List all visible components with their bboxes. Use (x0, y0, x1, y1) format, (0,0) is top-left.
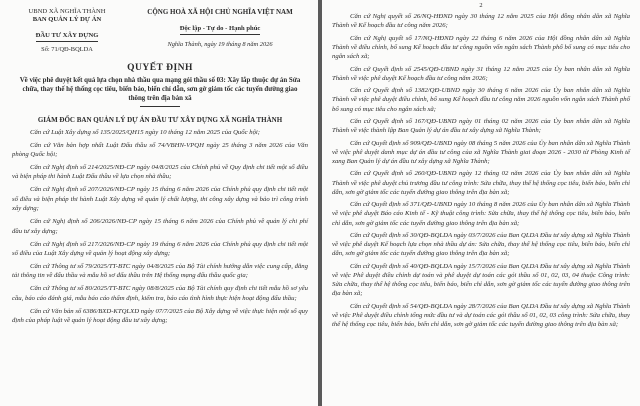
legal-basis-paragraph: Căn cứ Văn bản số 6386/BXD-KTQLXD ngày 07/7/2025 của Bộ Xây dựng về việc thực hiện một số quy định của pháp luật về quản lý hoạt động đầu tư xây dựng; (12, 307, 308, 325)
legal-basis-paragraph: Căn cứ Quyết định số 40/QĐ-BQLDA ngày 15/7/2026 của Ban QLDA Đầu tư xây dựng xã Nghĩa Thành về việc Phê duyệt điều chỉnh dự toán và phê duyệt dự toán các gói thầu số 01, 02, 03, 04 thuộc Công trình: Sửa chữa, thay thế hệ thống cọc tiêu, biển báo, biển chỉ dẫn, sơn gờ giảm tốc các tuyến đường giao thông trên địa bàn xã; (332, 262, 630, 298)
legal-basis-paragraph: Căn cứ Quyết định số 30/QĐ-BQLDA ngày 03/7/2026 của Ban QLDA Đầu tư xây dựng xã Nghĩa Thành về việc phê duyệt Kế hoạch lựa chọn nhà thầu dự án: Sửa chữa, thay thế hệ thống cọc tiêu, biển báo, biển chỉ dẫn, sơn gờ giảm tốc các tuyến đường giao thông trên địa bàn xã; (332, 231, 630, 258)
legal-basis-paragraph: Căn cứ Nghị định số 206/2026/NĐ-CP ngày 15 tháng 6 năm 2026 của Chính phủ về quản lý chi phí đầu tư xây dựng; (12, 218, 308, 235)
national-header (132, 8, 308, 53)
legal-basis-paragraph: Căn cứ Nghị định số 214/2025/NĐ-CP ngày 04/8/2025 của Chính phủ về Quy định chi tiết một số điều và biện pháp thi hành Luật Đấu thầu về lựa chọn nhà thầu; (12, 164, 308, 181)
page-2 (322, 0, 640, 406)
legal-basis-paragraph: Căn cứ Quyết định số 371/QĐ-UBND ngày 10 tháng 8 năm 2026 của Ủy ban nhân dân xã Nghĩa Thành về việc phê duyệt Báo cáo Kinh tế - Kỹ thuật công trình: Sửa chữa, thay thế hệ thống cọc tiêu, biển báo, biển chỉ dẫn, sơn gờ giảm tốc các tuyến đường giao thông trên địa bàn xã; (332, 201, 630, 227)
legal-basis-paragraph: Căn cứ Quyết định số 167/QĐ-UBND ngày 01 tháng 02 năm 2026 của Ủy ban nhân dân xã Nghĩa Thành về việc thành lập Ban Quản lý dự án đầu tư xây dựng xã Nghĩa Thành; (332, 117, 630, 135)
document-subtitle: Về việc phê duyệt kết quả lựa chọn nhà thầu qua mạng gói thầu số 03: Xây lắp thuộc dự án Sửa chữa, thay thế hệ thống cọc tiêu, biển báo, biển chỉ dẫn, sơn gờ giảm tốc các tuyến đường giao thông trên địa bàn xã (19, 77, 301, 102)
legal-basis-paragraph: Căn cứ Nghị định số 207/2026/NĐ-CP ngày 15 tháng 6 năm 2026 của Chính phủ quy định chi tiết một số điều và biện pháp thi hành Luật Xây dựng về quản lý chất lượng, thi công xây dựng và bảo trì công trình xây dựng; (12, 186, 308, 213)
page-1 (0, 0, 318, 406)
page-number: 2 (479, 2, 483, 9)
legal-basis-paragraph: Căn cứ Nghị quyết số 17/NQ-HĐND ngày 22 tháng 6 năm 2026 của Hội đồng nhân dân xã Nghĩa Thành về điều chỉnh, bổ sung Kế hoạch đầu tư công nguồn vốn ngân sách Thành phố bổ sung có mục tiêu cho ngân sách xã; (332, 34, 630, 61)
legal-basis-paragraph: Căn cứ Quyết định số 2545/QĐ-UBND ngày 31 tháng 12 năm 2025 của Ủy ban nhân dân xã Nghĩa Thành về việc phê duyệt Kế hoạch đầu tư công năm 2026; (332, 65, 630, 82)
place-date: Nghĩa Thành, ngày 19 tháng 8 năm 2026 (167, 41, 273, 48)
divider (140, 106, 180, 107)
legal-basis-paragraph: Căn cứ Luật Xây dựng số 135/2025/QH15 ngày 10 tháng 12 năm 2025 của Quốc hội; (30, 128, 261, 136)
legal-basis-paragraph: Căn cứ Văn bản hợp nhất Luật Đấu thầu số 74/VBHN-VPQH ngày 25 tháng 3 năm 2026 của Văn phòng Quốc hội; (12, 141, 308, 158)
document-number: Số: 71/QĐ-BQLDA (41, 46, 93, 53)
document-header (12, 8, 308, 53)
legal-basis-paragraph: Căn cứ Quyết định số 1382/QĐ-UBND ngày 30 tháng 6 năm 2026 của Ủy ban nhân dân xã Nghĩa Thành về việc phê duyệt điều chỉnh, bổ sung Kế hoạch đầu tư công năm 2026 nguồn vốn ngân sách Thành phố bổ sung có mục tiêu cho ngân sách xã; (332, 87, 630, 113)
legal-basis-paragraph: Căn cứ Quyết định số 260/QĐ-UBND ngày 12 tháng 02 năm 2026 của Ủy ban nhân dân xã Nghĩa Thành về việc phê duyệt chủ trương đầu tư công trình: Sửa chữa, thay thế hệ thống cọc tiêu, biển báo, biển chỉ dẫn, sơn gờ giảm tốc các tuyến đường giao thông trên địa bàn xã; (332, 170, 630, 196)
legal-basis-paragraph: Căn cứ Thông tư số 80/2025/TT-BTC ngày 08/8/2025 của Bộ Tài chính quy định chi tiết mẫu hồ sơ yêu cầu, báo cáo đánh giá, mẫu báo cáo thẩm định, kiểm tra, báo cáo tình hình thực hiện hoạt động đấu thầu; (12, 285, 308, 302)
legal-basis-paragraph: Căn cứ Nghị quyết số 26/NQ-HĐND ngày 30 tháng 12 năm 2025 của Hội đồng nhân dân xã Nghĩa Thành về Kế hoạch đầu tư công năm 2026; (332, 13, 630, 30)
agency-line-2: BAN QUẢN LÝ DỰ ÁN (32, 16, 102, 23)
legal-basis-paragraph: Căn cứ Quyết định số 54/QĐ-BQLDA ngày 28/7/2026 của Ban QLDA Đầu tư xây dựng xã Nghĩa Thành về việc Phê duyệt điều chỉnh tổng mức đầu tư và dự toán các gói thầu số 01, 02, 03 công trình: Sửa chữa, thay thế hệ thống cọc tiêu, biển báo, biển chỉ dẫn, sơn gờ giảm tốc các tuyến đường giao thông trên địa bàn xã; (332, 302, 630, 329)
document-title: QUYẾT ĐỊNH (127, 63, 193, 73)
legal-basis-paragraph: Căn cứ Quyết định số 909/QĐ-UBND ngày 08 tháng 5 năm 2026 của Ủy ban nhân dân xã Nghĩa Thành về việc phê duyệt danh mục dự án đầu tư công của xã Nghĩa Thành giai đoạn 2026 - 2030 từ Phòng Kinh tế xang Ban Quản lý dự án đầu tư xây dựng xã Nghĩa Thành; (332, 139, 630, 165)
nation-name: CỘNG HOÀ XÃ HỘI CHỦ NGHĨA VIỆT NAM (147, 8, 293, 16)
legal-basis-paragraph: Căn cứ Thông tư số 79/2025/TT-BTC ngày 04/8/2025 của Bộ Tài chính hướng dẫn việc cung cấp, đăng tải thông tin về đấu thầu và mẫu hồ sơ đấu thầu trên Hệ thống mạng đấu thầu quốc gia; (12, 263, 308, 280)
issuing-agency (12, 8, 122, 53)
director-title: GIÁM ĐỐC BAN QUẢN LÝ DỰ ÁN ĐẦU TƯ XÂY DỰNG XÃ NGHĨA THÀNH (37, 116, 283, 124)
agency-line-3: ĐẦU TƯ XÂY DỰNG (36, 32, 99, 42)
agency-line-1: UBND XÃ NGHĨA THÀNH (28, 8, 106, 15)
legal-basis-paragraph: Căn cứ Nghị định số 217/2026/NĐ-CP ngày 19 tháng 6 năm 2026 của Chính phủ quy định chi tiết một số điều của Luật Xây dựng về quản lý hoạt động xây dựng; (12, 240, 308, 258)
national-motto: Độc lập - Tự do - Hạnh phúc (180, 25, 261, 35)
